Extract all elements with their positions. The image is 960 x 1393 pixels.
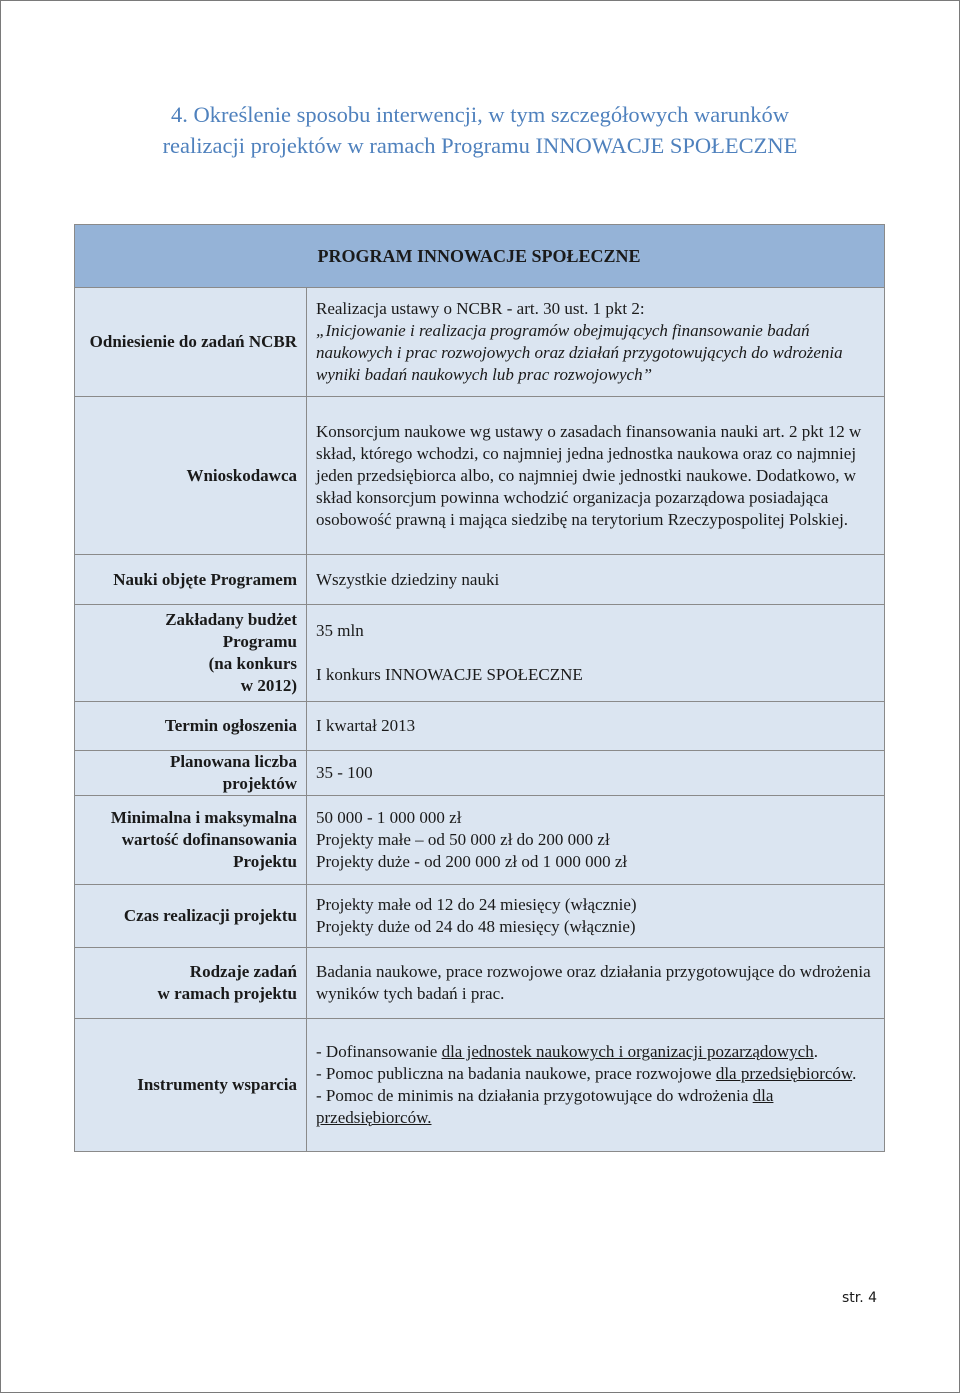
label-liczba-line-2: projektów — [222, 774, 297, 793]
section-heading — [1, 99, 959, 161]
value-rodzaje: Badania naukowe, prace rozwojowe oraz działania przygotowujące do wdrożenia wyników tych badań i prac. — [307, 948, 885, 1019]
label-termin: Termin ogłoszenia — [75, 702, 307, 751]
label-wartosc-line-1: Minimalna i maksymalna — [110, 808, 297, 827]
row-termin — [75, 702, 885, 751]
page-number: str. 4 — [841, 1290, 877, 1306]
label-budzet-line-2: Programu — [222, 632, 297, 651]
label-rodzaje-line-2: w ramach projektu — [157, 984, 297, 1003]
row-nauki — [75, 555, 885, 605]
instrument-2-underlined: dla przedsiębiorców — [715, 1064, 853, 1083]
label-liczba — [75, 751, 307, 796]
row-odniesienie — [75, 288, 885, 397]
label-instrumenty: Instrumenty wsparcia — [75, 1019, 307, 1152]
row-czas — [75, 885, 885, 948]
value-nauki: Wszystkie dziedziny nauki — [307, 555, 885, 605]
odniesienie-line: Realizacja ustawy o NCBR - art. 30 ust. 1 pkt 2: — [316, 299, 645, 318]
label-wnioskodawca: Wnioskodawca — [75, 397, 307, 555]
instrument-3-underlined: dla przedsiębiorców. — [316, 1086, 774, 1127]
label-budzet — [75, 605, 307, 702]
value-wartosc — [307, 796, 885, 885]
value-budzet — [307, 605, 885, 702]
value-termin: I kwartał 2013 — [307, 702, 885, 751]
value-czas-small: Projekty małe od 12 do 24 miesięcy (włącznie) — [316, 895, 637, 914]
label-budzet-line-1: Zakładany budżet — [165, 610, 297, 629]
row-instrumenty — [75, 1019, 885, 1152]
label-czas: Czas realizacji projektu — [75, 885, 307, 948]
value-wartosc-large: Projekty duże - od 200 000 zł od 1 000 000 zł — [316, 852, 628, 871]
label-odniesienie: Odniesienie do zadań NCBR — [75, 288, 307, 397]
value-odniesienie — [307, 288, 885, 397]
label-wartosc-line-3: Projektu — [233, 852, 297, 871]
value-czas-large: Projekty duże od 24 do 48 miesięcy (włącznie) — [316, 917, 636, 936]
instrument-3-text: - Pomoc de minimis na działania przygotowujące do wdrożenia — [316, 1086, 753, 1105]
row-wnioskodawca — [75, 397, 885, 555]
value-wartosc-range: 50 000 - 1 000 000 zł — [316, 808, 462, 827]
value-czas — [307, 885, 885, 948]
value-wnioskodawca: Konsorcjum naukowe wg ustawy o zasadach finansowania nauki art. 2 pkt 12 w skład, którego wchodzi, co najmniej jedna jednostka naukowa oraz co najmniej jeden przedsiębiorca albo, co najmniej dwie jednostki naukowe. Dodatkowo, w skład konsorcjum powinna wchodzić organizacja pozarządowa posiadająca osobowość prawną i mająca siedzibę na terytorium Rzeczypospolitej Polskiej. — [307, 397, 885, 555]
label-rodzaje — [75, 948, 307, 1019]
instrument-item-3 — [316, 1085, 874, 1129]
label-nauki: Nauki objęte Programem — [75, 555, 307, 605]
instrument-1-underlined: dla jednostek naukowych i organizacji pozarządowych — [441, 1042, 814, 1061]
value-budzet-konkurs: I konkurs INNOWACJE SPOŁECZNE — [316, 665, 583, 684]
table-header-row — [75, 225, 885, 288]
label-wartosc-line-2: wartość dofinansowania — [121, 830, 297, 849]
instrument-item-2 — [316, 1063, 874, 1085]
label-wartosc — [75, 796, 307, 885]
label-rodzaje-line-1: Rodzaje zadań — [189, 962, 297, 981]
value-wartosc-small: Projekty małe – od 50 000 zł do 200 000 zł — [316, 830, 610, 849]
section-heading-line-1: 4. Określenie sposobu interwencji, w tym szczegółowych warunków — [171, 102, 789, 127]
value-instrumenty — [307, 1019, 885, 1152]
row-rodzaje — [75, 948, 885, 1019]
odniesienie-quote: „Inicjowanie i realizacja programów obejmujących finansowanie badań naukowych i prac rozwojowych oraz działań przygotowujących do wdrożenia wyniki badań naukowych lub prac rozwojowych” — [316, 321, 843, 384]
row-liczba — [75, 751, 885, 796]
value-liczba: 35 - 100 — [307, 751, 885, 796]
label-budzet-line-4: w 2012) — [240, 676, 297, 695]
instrument-2-end: . — [852, 1064, 857, 1083]
program-table — [74, 224, 885, 1152]
row-budzet — [75, 605, 885, 702]
instrument-1-text: - Dofinansowanie — [316, 1042, 442, 1061]
instrument-item-1 — [316, 1041, 874, 1063]
instrument-2-text: - Pomoc publiczna na badania naukowe, prace rozwojowe — [316, 1064, 716, 1083]
row-wartosc — [75, 796, 885, 885]
instrument-1-end: . — [813, 1042, 818, 1061]
label-liczba-line-1: Planowana liczba — [169, 752, 297, 771]
value-budzet-amount: 35 mln — [316, 621, 364, 640]
table-title: PROGRAM INNOWACJE SPOŁECZNE — [75, 225, 885, 288]
section-heading-line-2: realizacji projektów w ramach Programu INNOWACJE SPOŁECZNE — [162, 133, 798, 158]
label-budzet-line-3: (na konkurs — [208, 654, 297, 673]
